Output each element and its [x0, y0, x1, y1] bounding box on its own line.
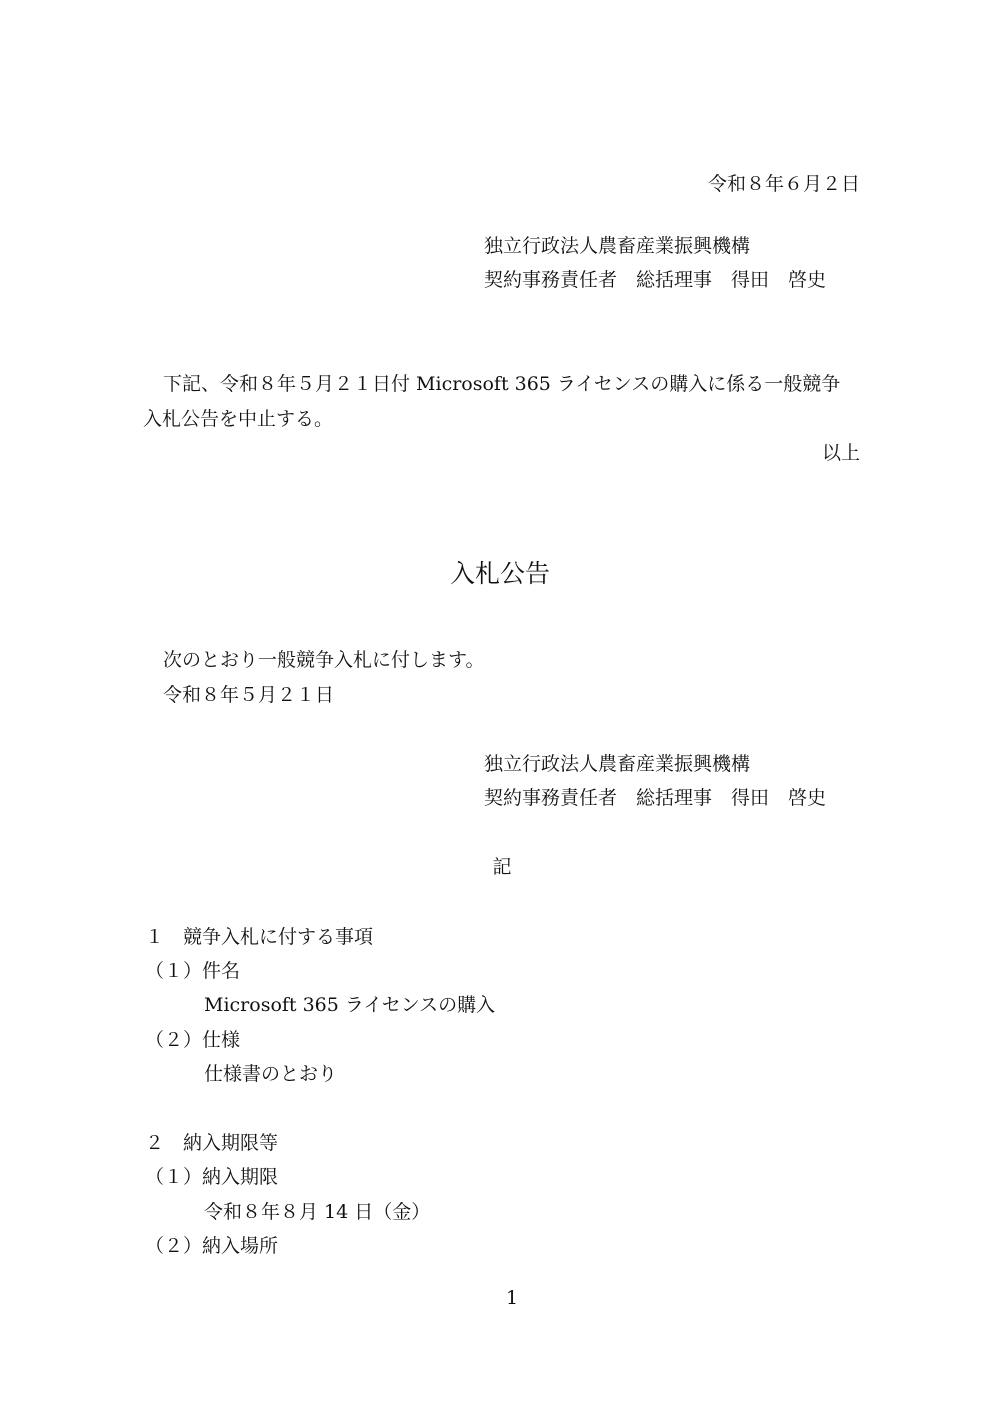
section-heading: １ 競争入札に付する事項 — [145, 926, 374, 948]
notice-date: 令和８年５月２１日 — [163, 684, 335, 706]
item-label: （１）件名 — [145, 960, 241, 982]
item-value: Microsoft 365 ライセンスの購入 — [204, 994, 496, 1016]
item-label: （２）仕様 — [145, 1029, 241, 1051]
item-value: 仕様書のとおり — [204, 1063, 338, 1085]
contract-officer: 契約事務責任者 総括理事 得田 啓史 — [484, 269, 827, 291]
page-number: 1 — [505, 1287, 519, 1309]
ki-heading: 記 — [492, 856, 512, 878]
notice-intro: 次のとおり一般競争入札に付します。 — [163, 649, 485, 671]
closing-text: 以上 — [821, 442, 860, 464]
cancellation-body-line1: 下記、令和８年５月２１日付 Microsoft 365 ライセンスの購入に係る一般競争 — [163, 373, 841, 395]
notice-organization-name: 独立行政法人農畜産業振興機構 — [484, 753, 751, 775]
section-heading: ２ 納入期限等 — [145, 1132, 279, 1154]
item-label: （１）納入期限 — [145, 1166, 279, 1188]
item-label: （２）納入場所 — [145, 1235, 279, 1257]
cancellation-date: 令和８年６月２日 — [707, 173, 860, 195]
notice-title: 入札公告 — [449, 559, 550, 588]
organization-name: 独立行政法人農畜産業振興機構 — [484, 235, 751, 257]
cancellation-body-line2: 入札公告を中止する。 — [143, 408, 334, 430]
notice-contract-officer: 契約事務責任者 総括理事 得田 啓史 — [484, 787, 827, 809]
item-value: 令和８年８月 14 日（金） — [204, 1201, 431, 1223]
